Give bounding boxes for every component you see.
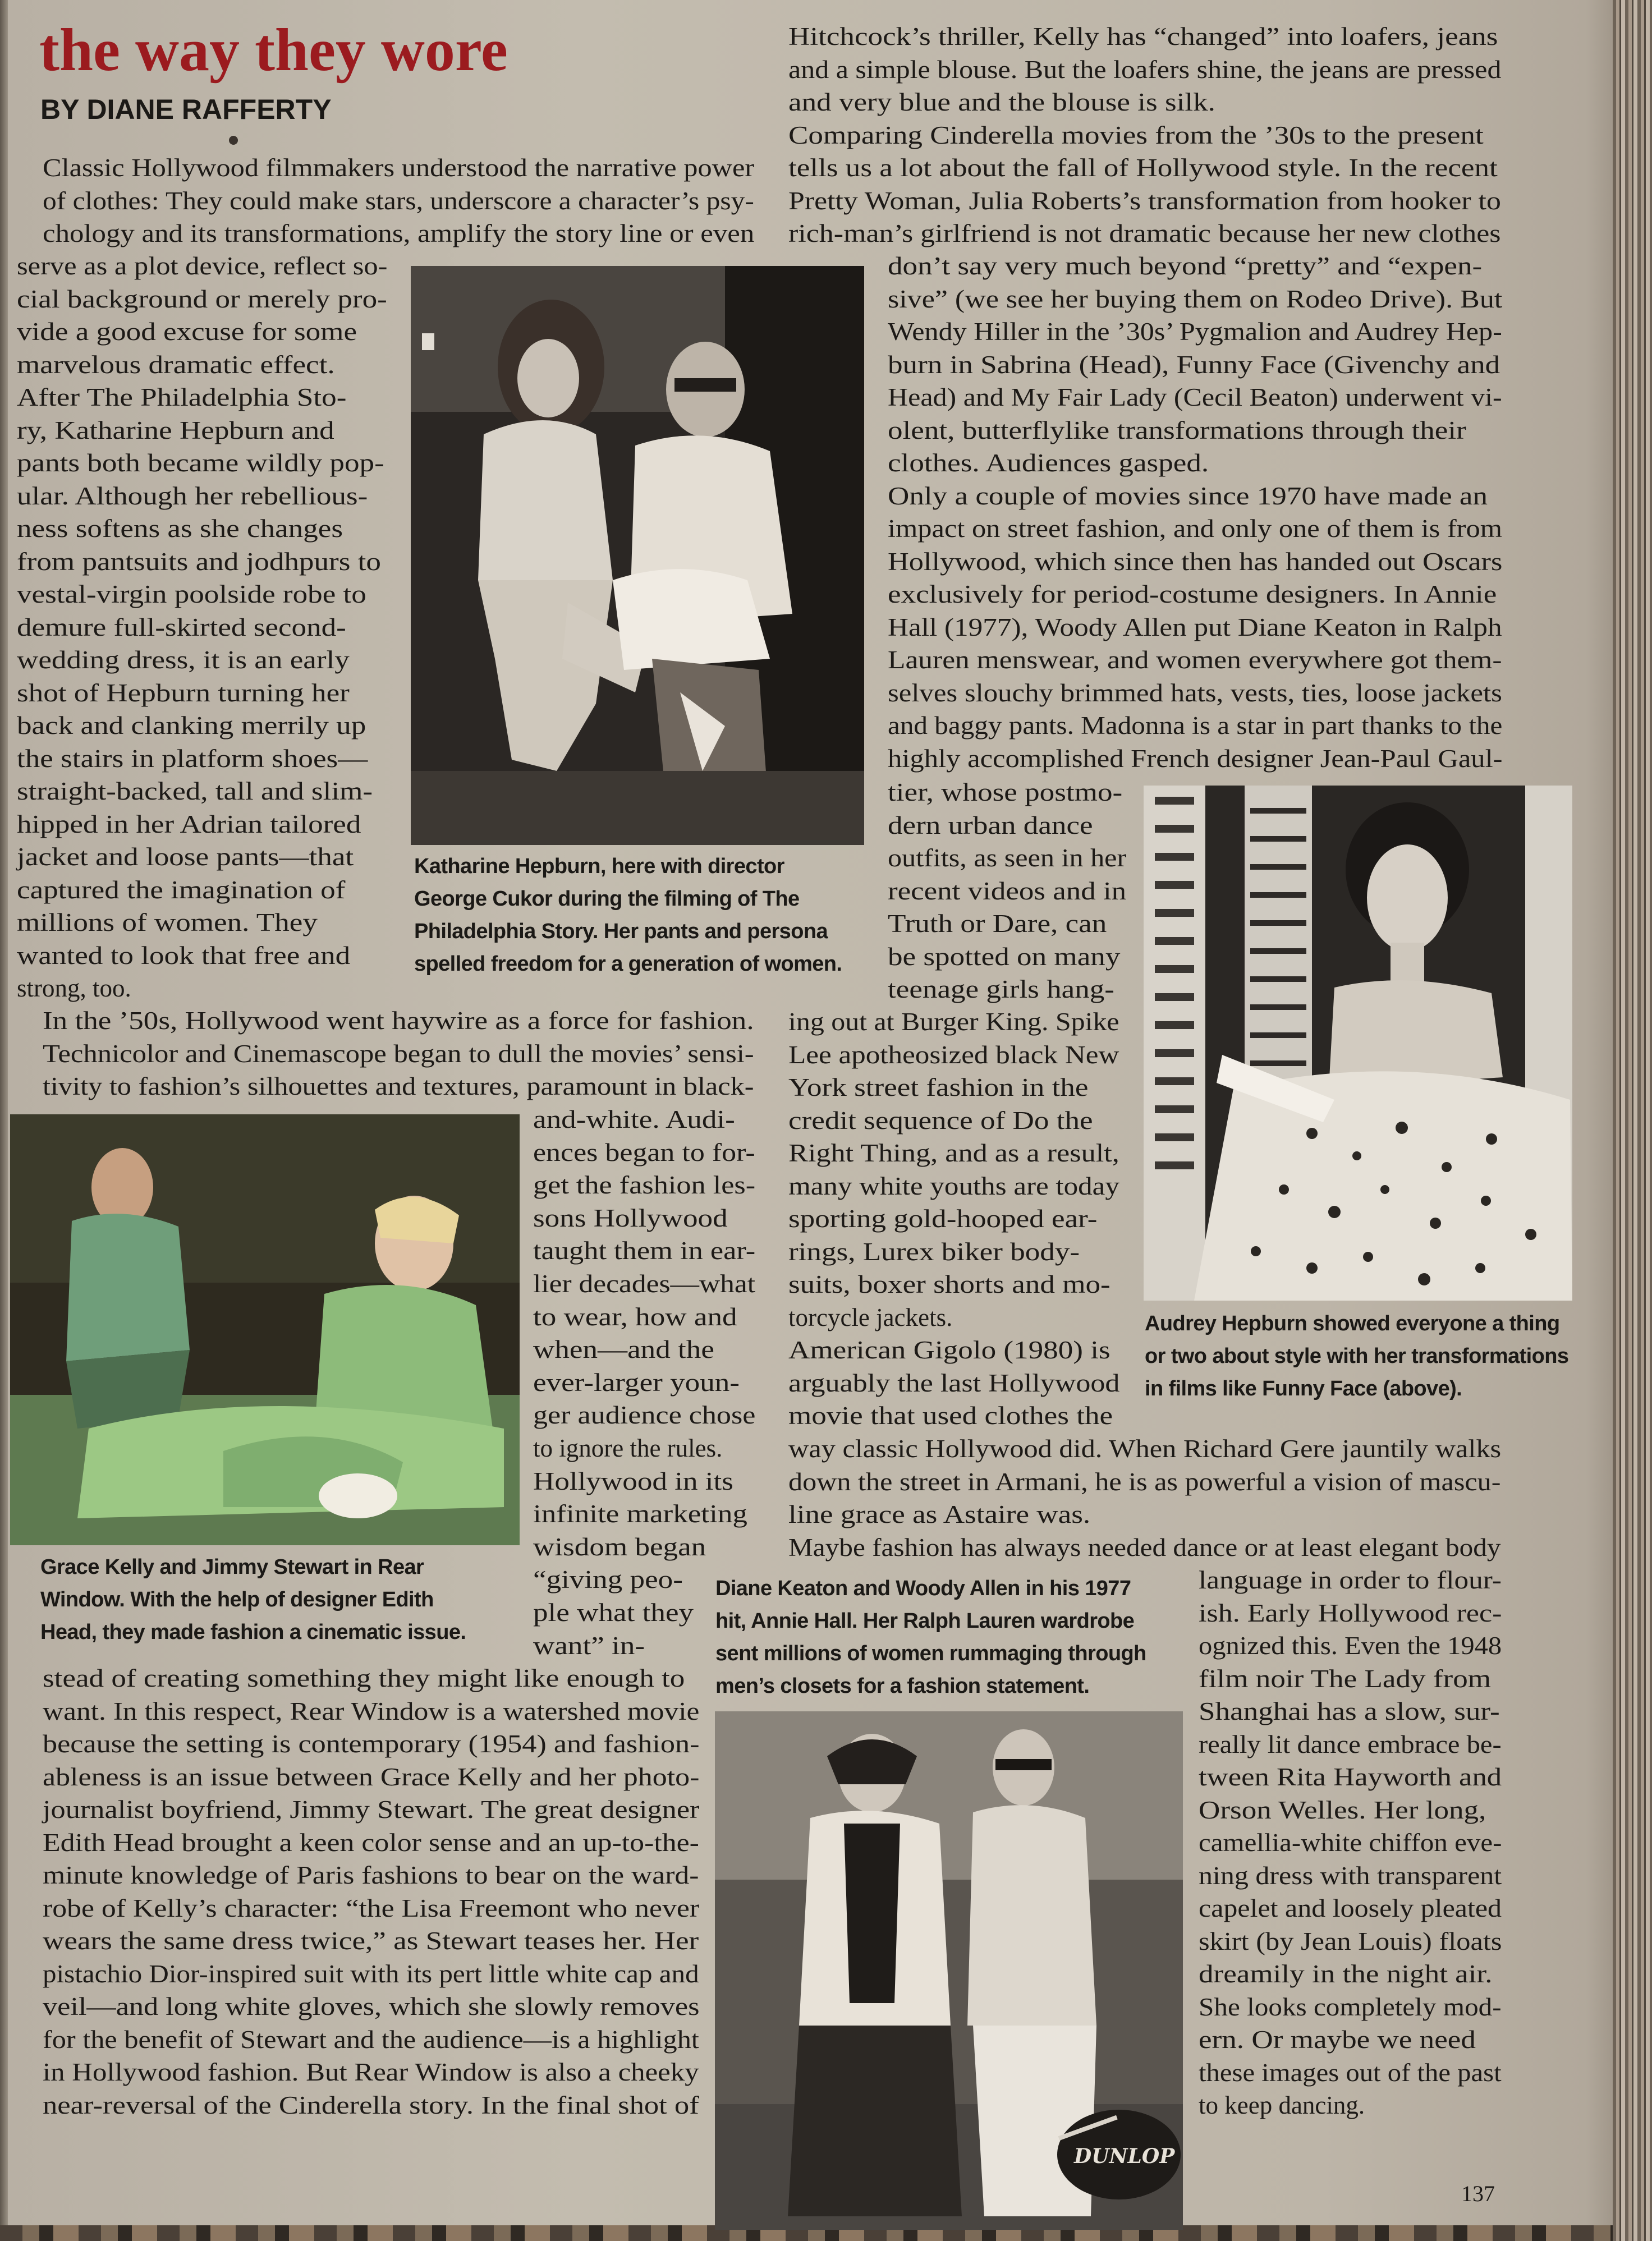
- body-text-line: strong, too.: [17, 974, 131, 1002]
- body-text-line: for the benefit of Stewart and the audience—is a highlight: [43, 2025, 699, 2054]
- body-text-line: burn in Sabrina (Head), Funny Face (Givenchy and: [888, 350, 1500, 379]
- body-text-line: Head) and My Fair Lady (Cecil Beaton) underwent vi-: [888, 383, 1502, 411]
- body-text-line: tween Rita Hayworth and: [1199, 1763, 1502, 1791]
- body-text-line: marvelous dramatic effect.: [17, 350, 335, 379]
- body-text-line: Shanghai has a slow, sur-: [1199, 1697, 1500, 1725]
- body-text-line: dern urban dance: [888, 811, 1093, 839]
- body-text-line: olent, butterflylike transformations through their: [888, 416, 1466, 444]
- body-text-line: really lit dance embrace be-: [1199, 1730, 1502, 1758]
- body-text-line: ences began to for-: [533, 1138, 755, 1167]
- body-text-line: film noir The Lady from: [1199, 1664, 1492, 1693]
- body-text-line: Comparing Cinderella movies from the ’30s to the present: [788, 121, 1484, 149]
- body-text-line: Classic Hollywood filmmakers understood the narrative power: [43, 154, 755, 182]
- body-text-line: vestal-virgin poolside robe to: [17, 580, 366, 608]
- article-title: the way they wore: [39, 17, 508, 84]
- body-text-line: Orson Welles. Her long,: [1199, 1795, 1486, 1824]
- body-text-line: Edith Head brought a keen color sense and an up-to-the-: [43, 1828, 699, 1857]
- body-text-line: taught them in ear-: [533, 1237, 756, 1265]
- body-text-line: Technicolor and Cinemascope began to dull the movies’ sensi-: [43, 1039, 754, 1068]
- body-text-line: stead of creating something they might like enough to: [43, 1664, 685, 1692]
- body-text-line: to wear, how and: [533, 1302, 737, 1331]
- body-text-line: and a simple blouse. But the loafers shine, the jeans are pressed: [788, 55, 1502, 84]
- body-text-line: want” in-: [533, 1631, 645, 1660]
- body-text-line: from pantsuits and jodhpurs to: [17, 547, 381, 576]
- body-text-line: skirt (by Jean Louis) floats: [1199, 1927, 1502, 1955]
- body-text-line: millions of women. They: [17, 908, 318, 936]
- keaton-caption-line: hit, Annie Hall. Her Ralph Lauren wardrobe: [715, 1609, 1135, 1633]
- body-text-line: many white youths are today: [788, 1172, 1119, 1200]
- body-text-line: pants both became wildly pop-: [17, 449, 384, 477]
- body-text-line: highly accomplished French designer Jean-Paul Gaul-: [888, 744, 1503, 773]
- page-number: 137: [1461, 2181, 1495, 2206]
- body-text-line: ever-larger youn-: [533, 1368, 740, 1397]
- body-text-line: these images out of the past: [1199, 2058, 1502, 2087]
- body-text-line: chology and its transformations, amplify the story line or even: [43, 219, 755, 247]
- body-text-line: sporting gold-hooped ear-: [788, 1205, 1098, 1233]
- body-text-line: serve as a plot device, reflect so-: [17, 252, 388, 280]
- body-text-line: ple what they: [533, 1599, 694, 1627]
- body-text-line: Truth or Dare, can: [888, 910, 1107, 938]
- body-text-line: arguably the last Hollywood: [788, 1369, 1120, 1397]
- body-text-line: Hollywood, which since then has handed out Oscars: [888, 547, 1503, 576]
- body-text-line: journalist boyfriend, Jimmy Stewart. The great designer: [43, 1795, 700, 1824]
- body-text-line: outfits, as seen in her: [888, 844, 1127, 872]
- body-text-line: “giving peo-: [533, 1565, 683, 1594]
- body-text-line: when—and the: [533, 1335, 714, 1364]
- keaton-caption-line: men’s closets for a fashion statement.: [715, 1674, 1090, 1698]
- body-text-line: clothes. Audiences gasped.: [888, 449, 1209, 477]
- body-text-line: American Gigolo (1980) is: [788, 1336, 1110, 1364]
- body-text-line: straight-backed, tall and slim-: [17, 777, 373, 805]
- body-text-line: hipped in her Adrian tailored: [17, 810, 361, 838]
- body-text-line: ning dress with transparent: [1199, 1861, 1502, 1890]
- body-text-line: Hitchcock’s thriller, Kelly has “changed” into loafers, jeans: [788, 22, 1498, 50]
- body-text-line: capelet and loosely pleated: [1199, 1894, 1502, 1922]
- page-edge-shadow: [0, 0, 8, 2241]
- body-text-line: don’t say very much beyond “pretty” and “expen-: [888, 252, 1483, 280]
- body-text-line: rings, Lurex biker body-: [788, 1237, 1080, 1266]
- body-text-line: ableness is an issue between Grace Kelly and her photo-: [43, 1762, 700, 1791]
- kelly-caption-line: Window. With the help of designer Edith: [40, 1588, 434, 1611]
- body-text-line: line grace as Astaire was.: [788, 1500, 1091, 1528]
- body-text-line: York street fashion in the: [788, 1073, 1089, 1101]
- hepburn-caption-line: spelled freedom for a generation of women.: [414, 952, 842, 976]
- body-text-line: pistachio Dior-inspired suit with its pert little white cap and: [43, 1959, 699, 1988]
- body-text-line: demure full-skirted second-: [17, 613, 346, 641]
- body-text-line: want. In this respect, Rear Window is a watershed movie: [43, 1697, 700, 1725]
- body-text-line: and baggy pants. Madonna is a star in part thanks to the: [888, 711, 1503, 740]
- body-text-line: camellia-white chiffon eve-: [1199, 1829, 1502, 1857]
- body-text-line: cial background or merely pro-: [17, 284, 387, 313]
- body-text-line: ular. Although her rebellious-: [17, 481, 368, 510]
- body-text-line: rich-man’s girlfriend is not dramatic because her new clothes: [788, 219, 1501, 247]
- hepburn-cukor-photo: [411, 266, 864, 845]
- body-text-line: get the fashion les-: [533, 1171, 756, 1200]
- body-text-line: teenage girls hang-: [888, 975, 1114, 1003]
- body-text-line: ognized this. Even the 1948: [1199, 1632, 1502, 1660]
- body-text-line: recent videos and in: [888, 876, 1127, 905]
- body-text-line: In the ’50s, Hollywood went haywire as a force for fashion.: [43, 1007, 754, 1035]
- body-text-line: Maybe fashion has always needed dance or at least elegant body: [788, 1533, 1501, 1562]
- body-text-line: and-white. Audi-: [533, 1105, 735, 1133]
- body-text-line: of clothes: They could make stars, underscore a character’s psy-: [43, 186, 754, 215]
- body-text-line: credit sequence of Do the: [788, 1106, 1093, 1135]
- body-text-line: Hall (1977), Woody Allen put Diane Keaton in Ralph: [888, 613, 1502, 641]
- body-text-line: sive” (we see her buying them on Rodeo Drive). But: [888, 284, 1503, 313]
- body-text-line: vide a good excuse for some: [17, 318, 357, 346]
- audrey-caption-line: or two about style with her transformations: [1145, 1344, 1569, 1368]
- body-text-line: ing out at Burger King. Spike: [788, 1008, 1119, 1036]
- body-text-line: sons Hollywood: [533, 1204, 728, 1232]
- body-text-line: minute knowledge of Paris fashions to bear on the ward-: [43, 1861, 699, 1889]
- body-text-line: robe of Kelly’s character: “the Lisa Freemont who never: [43, 1894, 700, 1922]
- body-text-line: ish. Early Hollywood rec-: [1199, 1599, 1502, 1627]
- rear-window-photo: [10, 1114, 520, 1545]
- body-text-line: After The Philadelphia Sto-: [17, 383, 347, 411]
- body-text-line: selves slouchy brimmed hats, vests, ties, loose jackets: [888, 678, 1502, 707]
- body-text-line: back and clanking merrily up: [17, 711, 366, 740]
- body-text-line: Lee apotheosized black New: [788, 1040, 1119, 1069]
- kelly-caption-line: Grace Kelly and Jimmy Stewart in Rear: [40, 1555, 424, 1579]
- dunlop-bag-label: DUNLOP: [1074, 2144, 1175, 2168]
- hepburn-caption-line: George Cukor during the filming of The: [414, 887, 800, 911]
- body-text-line: because the setting is contemporary (1954) and fashion-: [43, 1730, 700, 1758]
- body-text-line: wanted to look that free and: [17, 941, 351, 970]
- bullet-ornament: [229, 136, 238, 145]
- annie-hall-photo: [715, 1711, 1183, 2230]
- body-text-line: Hollywood in its: [533, 1467, 733, 1495]
- body-text-line: ry, Katharine Hepburn and: [17, 416, 334, 444]
- body-text-line: Lauren menswear, and women everywhere got them-: [888, 646, 1502, 674]
- body-text-line: ger audience chose: [533, 1401, 756, 1430]
- body-text-line: language in order to flour-: [1199, 1566, 1502, 1594]
- body-text-line: Right Thing, and as a result,: [788, 1139, 1119, 1167]
- body-text-line: ern. Or maybe we need: [1199, 2026, 1476, 2054]
- body-text-line: wears the same dress twice,” as Stewart teases her. Her: [43, 1927, 699, 1955]
- body-text-line: tier, whose postmo-: [888, 778, 1123, 806]
- body-text-line: to keep dancing.: [1199, 2091, 1365, 2119]
- body-text-line: She looks completely mod-: [1199, 1992, 1502, 2021]
- body-text-line: wedding dress, it is an early: [17, 646, 350, 674]
- body-text-line: the stairs in platform shoes—: [17, 744, 368, 773]
- body-text-line: down the street in Armani, he is as powerful a vision of mascu-: [788, 1467, 1501, 1496]
- body-text-line: to ignore the rules.: [533, 1434, 723, 1462]
- body-text-line: jacket and loose pants—that: [17, 843, 354, 871]
- hepburn-caption-line: Katharine Hepburn, here with director: [414, 855, 784, 878]
- body-text-line: veil—and long white gloves, which she slowly removes: [43, 1992, 700, 2020]
- audrey-caption-line: Audrey Hepburn showed everyone a thing: [1145, 1312, 1560, 1335]
- book-binding: [1613, 0, 1652, 2241]
- audrey-caption-line: in films like Funny Face (above).: [1145, 1377, 1462, 1400]
- body-text-line: way classic Hollywood did. When Richard Gere jauntily walks: [788, 1435, 1502, 1463]
- body-text-line: dreamily in the night air.: [1199, 1960, 1493, 1988]
- body-text-line: movie that used clothes the: [788, 1402, 1113, 1430]
- body-text-line: ness softens as she changes: [17, 515, 343, 543]
- body-text-line: in Hollywood fashion. But Rear Window is also a cheeky: [43, 2058, 699, 2086]
- hepburn-caption-line: Philadelphia Story. Her pants and persona: [414, 920, 828, 943]
- body-text-line: captured the imagination of: [17, 875, 346, 904]
- kelly-caption-line: Head, they made fashion a cinematic issue.: [40, 1620, 466, 1644]
- keaton-caption-line: sent millions of women rummaging through: [715, 1642, 1146, 1665]
- body-text-line: Pretty Woman, Julia Roberts’s transformation from hooker to: [788, 186, 1501, 215]
- body-text-line: Wendy Hiller in the ’30s’ Pygmalion and Audrey Hep-: [888, 318, 1502, 346]
- body-text-line: shot of Hepburn turning her: [17, 678, 350, 707]
- body-text-line: lier decades—what: [533, 1270, 756, 1298]
- keaton-caption-line: Diane Keaton and Woody Allen in his 1977: [715, 1577, 1131, 1600]
- audrey-hepburn-photo: [1144, 786, 1572, 1301]
- body-text-line: and very blue and the blouse is silk.: [788, 88, 1215, 116]
- body-text-line: suits, boxer shorts and mo-: [788, 1270, 1110, 1298]
- body-text-line: tells us a lot about the fall of Hollywood style. In the recent: [788, 154, 1498, 182]
- body-text-line: Only a couple of movies since 1970 have made an: [888, 481, 1488, 510]
- body-text-line: tivity to fashion’s silhouettes and textures, paramount in black-: [43, 1072, 754, 1100]
- body-text-line: near-reversal of the Cinderella story. In the final shot of: [43, 2091, 699, 2119]
- body-text-line: be spotted on many: [888, 942, 1121, 971]
- article-byline: BY DIANE RAFFERTY: [40, 94, 332, 125]
- body-text-line: wisdom began: [533, 1532, 706, 1561]
- body-text-line: infinite marketing: [533, 1500, 747, 1528]
- body-text-line: exclusively for period-costume designers. In Annie: [888, 580, 1497, 608]
- body-text-line: torcycle jackets.: [788, 1303, 953, 1331]
- body-text-line: impact on street fashion, and only one of them is from: [888, 515, 1503, 543]
